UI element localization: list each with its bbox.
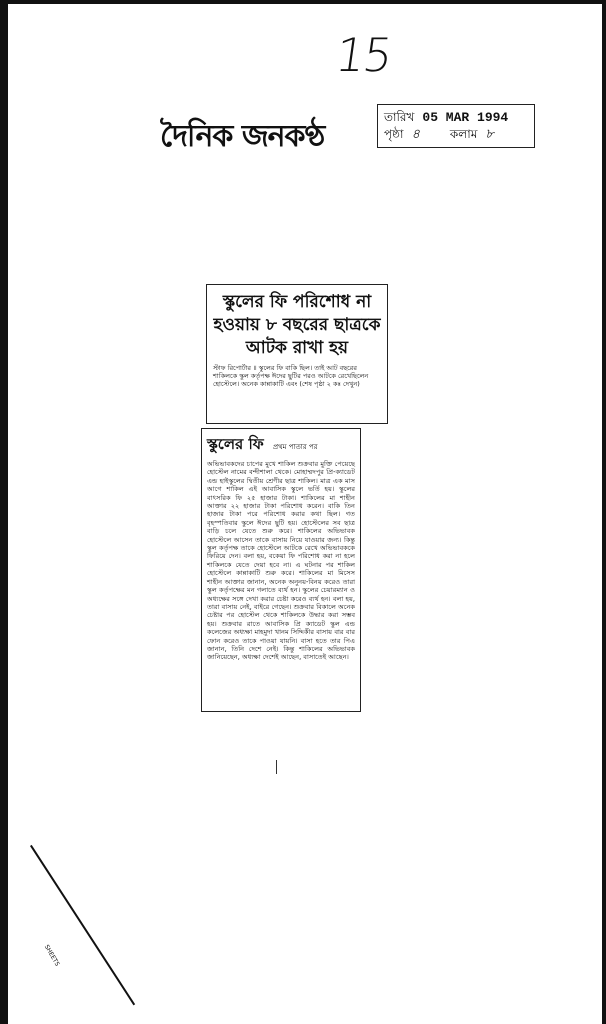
stamp-date-label: তারিখ: [384, 110, 415, 124]
stamp-column-label: কলাম: [449, 127, 478, 141]
folded-corner-edge: [30, 845, 135, 1005]
stamp-date-value: 05 MAR 1994: [422, 110, 509, 125]
scan-mark: [276, 760, 277, 774]
clipping-continuation-box: [201, 428, 361, 712]
scan-border-top: [0, 0, 606, 4]
handwritten-page-number: 15: [332, 28, 395, 82]
clipping-lead: স্টাফ রিপোর্টার ॥ স্কুলের ফি বাকি ছিল। তাই আট বছরের শাকিলকে স্কুল কর্তৃপক্ষ ঈদের ছুটির পরও আটকে রেখেছিলেন হোস্টেলে। অনেক কান্নাকাটি এবং (শেষ পৃষ্ঠা ২ কঃ দেখুন): [213, 364, 369, 388]
continued-from-note: প্রথম পাতার পর: [272, 443, 318, 451]
scan-border-left: [0, 0, 8, 1024]
stamp-column-value: ৮: [485, 127, 494, 142]
stamp-page-label: পৃষ্ঠা: [384, 127, 404, 141]
newspaper-masthead: দৈনিক জনকণ্ঠ: [160, 119, 325, 154]
continued-title: স্কুলের ফি: [207, 435, 264, 453]
clipping-headline-box: [206, 284, 388, 424]
clipping-headline: স্কুলের ফি পরিশোধ না হওয়ায় ৮ বছরের ছাত্রকে আটক রাখা হয়: [213, 292, 381, 358]
clipping-body-text: অভিভাবকদের চাপের মুখে শাকিল শুক্রবার মুক্তি পেয়েছে হোস্টেল নামের বন্দীশালা থেকে। মোহাম্মদপুর প্রি-ক্যাডেট এন্ড হাইস্কুলের দ্বিতীয় শ্রেণীর ছাত্র শাকিল। মাত্র এক মাস আগে শাকিল এই আবাসিক স্কুলে ভর্তি হয়। স্কুলের বাৎসরিক ফি ২৫ হাজার টাকা। শাকিলের মা শাহীন আক্তার ২২ হাজার টাকা পরিশোধ করেন। বাকি তিন হাজার টাকা পরে পরিশোধ করার কথা ছিল। গত বৃহস্পতিবার স্কুলে ঈদের ছুটি হয়। হোস্টেলের সব ছাত্র বাড়ি চলে যেতে শুরু করে। শাকিলের অভিভাবক হোস্টেলে আসেন তাকে বাসায় নিয়ে যাওয়ার জন্য। কিন্তু স্কুল কর্তৃপক্ষ তাকে হোস্টেলে আটকে রেখে অভিভাবককে ফিরিয়ে দেন। বলা হয়, বকেয়া ফি পরিশোধ করা না হলে শাকিলকে যেতে দেয়া হবে না। এ ঘটনার পর শাকিল হোস্টেলে কান্নাকাটি শুরু করে। শাকিলের মা মিসেস শাহীন আক্তার জানান, অনেক অনুনয়-বিনয় করেও তারা স্কুল কর্তৃপক্ষের মন গলাতে ব্যর্থ হন। স্কুলের চেয়ারম্যান ও অধ্যক্ষের সঙ্গে দেখা করার চেষ্টা করেও ব্যর্থ হন। বলা হয়, তারা বাসায় নেই, বাইরে গেছেন। শুক্রবার বিকালে অনেক চেষ্টার পর হোস্টেল থেকে শাকিলকে উদ্ধার করা সম্ভব হয়। শুক্রবার রাতে আবাসিক প্রি ক্যাডেট স্কুল এন্ড কলেজের অধ্যক্ষা মাহমুদা খানম সিদ্দিকীর বাসায় বার বার ফোন করেও তাকে পাওয়া যায়নি। বাসা হতে তার পিএ জানান, তিনি দেশে নেই। কিন্তু শাকিলের অভিভাবক জানিয়েছেন, অধ্যক্ষা দেশেই আছেন, বাসাতেই আছেন।: [207, 460, 355, 662]
date-stamp: [377, 104, 535, 148]
scan-border-right: [602, 0, 606, 1024]
stamp-page-value: ৪: [411, 127, 420, 142]
sheets-label: SHEETS: [42, 943, 61, 968]
